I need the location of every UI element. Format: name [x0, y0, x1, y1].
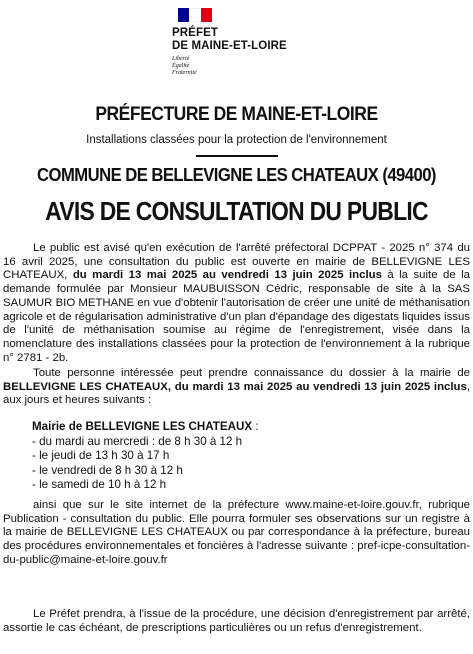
paragraph-decision: Le Préfet prendra, à l'issue de la procédure, une décision d'enregistrement par arrêté, assortie le cas échéant, de prescriptions particulières ou un refus d'enregistrement. — [3, 608, 470, 634]
mairie-title-colon: : — [252, 420, 259, 433]
hours-item: - le jeudi de 13 h 30 à 17 h — [32, 449, 170, 462]
devise-fraternite: Fraternité — [172, 70, 197, 76]
avis-heading: AVIS DE CONSULTATION DU PUBLIC — [45, 196, 428, 226]
hours-item: - le vendredi de 8 h 30 à 12 h — [32, 463, 183, 477]
p1-dates: du mardi 13 mai 2025 au vendredi 13 juin 2025 inclus — [72, 269, 382, 282]
prefet-name — [172, 27, 302, 53]
devise — [172, 56, 302, 77]
mairie-title: Mairie de BELLEVIGNE LES CHATEAUX — [32, 420, 253, 433]
marianne-flag-icon — [178, 8, 212, 22]
p2-location-dates: BELLEVIGNE LES CHATEAUX, du mardi 13 mai 2025 au vendredi 13 juin 2025 inclus — [3, 380, 467, 393]
page-subtitle: Installations classées pour la protection de l'environnement — [86, 134, 387, 146]
p1-text-a: Le public est avisé qu'en exécution de l'arrêté préfectoral DCPPAT - 2025 n° 374 du 16 avril 2025, une consultation du public est ouverte en mairie de BELLEVIGNE LES CHATEAUX, — [3, 242, 470, 282]
devise-liberte: Liberté — [172, 56, 190, 62]
p1-text-b: à la suite de la demande formulée par Monsieur MAUBUISSON Cédric, responsable de site à la SAS SAUMUR BIO METHANE en vue d'obtenir l'autorisation de créer une unité de méthanisation agricole et de régularisation administrative d'un plan d'épandage des digestats liquides issus de l'unité de méthanisation soumise au régime de l'enregistrement, visée dans la nomenclature des installations classées pour la protection de l'environnement à la rubrique n° 2781 - 2b. — [3, 269, 470, 364]
divider — [196, 155, 278, 157]
mairie-hours — [32, 420, 259, 493]
hours-item: - le samedi de 10 h à 12 h — [32, 478, 167, 491]
prefet-logo — [172, 8, 302, 77]
hours-item: - du mardi au mercredi : de 8 h 30 à 12 h — [32, 434, 243, 448]
prefet-line-2: DE MAINE-ET-LOIRE — [172, 40, 287, 52]
paragraph-consultation — [3, 367, 470, 408]
commune-heading: COMMUNE DE BELLEVIGNE LES CHATEAUX (49400) — [37, 164, 436, 185]
p2-text-b: , aux jours et heures suivants : — [3, 380, 470, 407]
prefet-line-1: PRÉFET — [172, 27, 218, 39]
page-title: PRÉFECTURE DE MAINE-ET-LOIRE — [95, 104, 378, 125]
devise-egalite: Égalité — [172, 63, 190, 69]
paragraph-observations: ainsi que sur le site internet de la préfecture www.maine-et-loire.gouv.fr, rubrique Publication - consultation du public. Elle pourra formuler ses observations sur un registre à la mairie de BELLEVIGNE LES CHATEAUX ou par correspondance à la préfecture, bureau des procédures environnementales et foncières à l'adresse suivante : pref-icpe-consultation-du-public@maine-et-loire.gouv.fr — [3, 499, 470, 566]
p2-text-a: Toute personne intéressée peut prendre connaissance du dossier à la mairie de — [33, 367, 470, 379]
paragraph-arrete — [3, 242, 470, 365]
